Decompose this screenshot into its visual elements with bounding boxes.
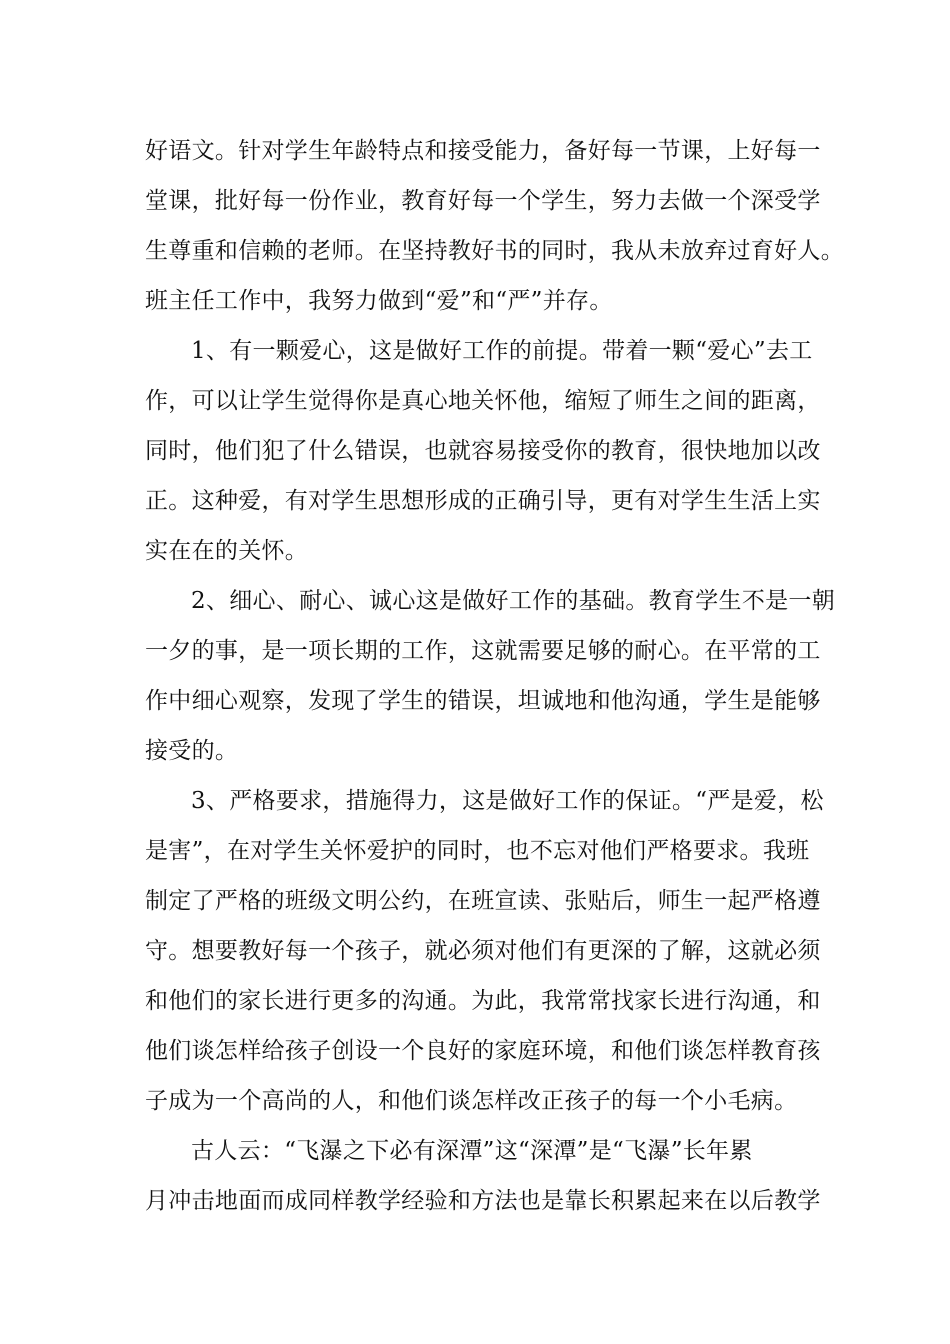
text-line: 一夕的事，是一项长期的工作，这就需要足够的耐心。在平常的工 bbox=[145, 638, 821, 664]
text-line: 同时，他们犯了什么错误，也就容易接受你的教育，很快地加以改 bbox=[145, 438, 821, 464]
text-line: 实在在的关怀。 bbox=[145, 538, 309, 564]
text-line: 作，可以让学生觉得你是真心地关怀他，缩短了师生之间的距离， bbox=[145, 388, 821, 414]
text-line: 是害”，在对学生关怀爱护的同时，也不忘对他们严格要求。我班 bbox=[145, 838, 810, 864]
paragraph-start-line: 3、严格要求，措施得力，这是做好工作的保证。“严是爱，松 bbox=[191, 788, 824, 814]
text-line: 和他们的家长进行更多的沟通。为此，我常常找家长进行沟通，和 bbox=[145, 988, 821, 1014]
paragraph-start-line: 1、有一颗爱心，这是做好工作的前提。带着一颗“爱心”去工 bbox=[191, 338, 813, 364]
text-line: 好语文。针对学生年龄特点和接受能力，备好每一节课，上好每一 bbox=[145, 138, 821, 164]
paragraph-start-line: 2、细心、耐心、诚心这是做好工作的基础。教育学生不是一朝 bbox=[191, 588, 836, 614]
text-line: 守。想要教好每一个孩子，就必须对他们有更深的了解，这就必须 bbox=[145, 938, 821, 964]
text-line: 堂课，批好每一份作业，教育好每一个学生，努力去做一个深受学 bbox=[145, 188, 821, 214]
text-line: 生尊重和信赖的老师。在坚持教好书的同时，我从未放弃过育好人。 bbox=[145, 238, 844, 264]
document-body bbox=[145, 126, 844, 1226]
text-line: 他们谈怎样给孩子创设一个良好的家庭环境，和他们谈怎样教育孩 bbox=[145, 1038, 821, 1064]
paragraph-start-line: 古人云：“飞瀑之下必有深潭”这“深潭”是“飞瀑”长年累 bbox=[191, 1138, 753, 1164]
text-line: 月冲击地面而成同样教学经验和方法也是靠长积累起来在以后教学 bbox=[145, 1188, 821, 1214]
text-line: 接受的。 bbox=[145, 738, 239, 764]
text-line: 制定了严格的班级文明公约，在班宣读、张贴后，师生一起严格遵 bbox=[145, 888, 821, 914]
text-line: 班主任工作中，我努力做到“爱”和“严”并存。 bbox=[145, 288, 613, 314]
text-line: 作中细心观察，发现了学生的错误，坦诚地和他沟通，学生是能够 bbox=[145, 688, 821, 714]
text-line: 子成为一个高尚的人，和他们谈怎样改正孩子的每一个小毛病。 bbox=[145, 1088, 798, 1114]
text-line: 正。这种爱，有对学生思想形成的正确引导，更有对学生生活上实 bbox=[145, 488, 821, 514]
